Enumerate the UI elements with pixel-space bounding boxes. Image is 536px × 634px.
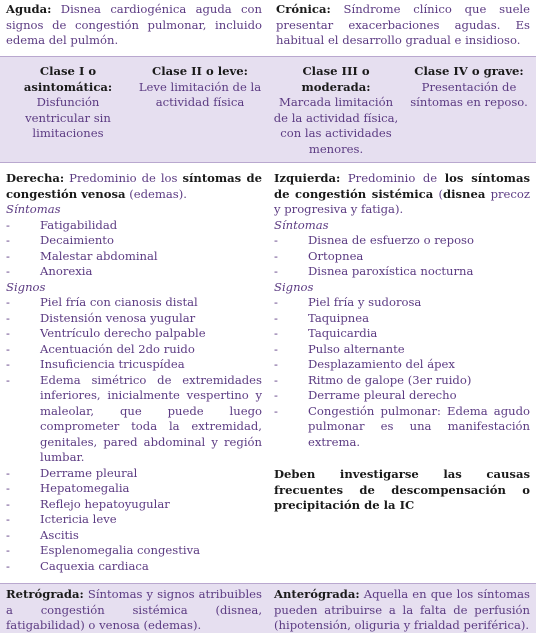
list-item: - Piel fría con cianosis distal <box>6 295 262 311</box>
izquierda-sintomas-label: Síntomas <box>274 217 329 232</box>
derecha-label: Derecha: <box>6 171 65 185</box>
row-retrograda-anterograda <box>0 583 536 633</box>
aguda-cell <box>6 2 262 49</box>
clase-3-title-1: Clase III o <box>302 64 370 78</box>
izquierda-label: Izquierda: <box>274 171 341 185</box>
clase-3-desc-2: de la actividad física, <box>273 110 399 125</box>
clase-1-title-1: Clase I o <box>39 64 97 78</box>
clase-3-desc-4: menores. <box>308 141 364 156</box>
row-derecha-izquierda <box>0 163 536 583</box>
izquierda-intro-bold3: disnea <box>443 186 486 201</box>
list-item: - Piel fría y sudorosa <box>274 295 530 311</box>
izquierda-intro-bold: los síntomas de congestión sistémica <box>274 171 530 201</box>
anterograda-label: Anterógrada: <box>274 587 360 601</box>
derecha-intro <box>6 171 262 202</box>
izquierda-intro-text: Predominio de <box>340 171 445 185</box>
list-item: - Ictericia leve <box>6 512 262 528</box>
list-item: - Disnea de esfuerzo o reposo <box>274 233 530 249</box>
derecha-signos-list <box>6 295 262 574</box>
clase-1-title-2: asintomática: <box>23 79 113 94</box>
list-item: - Caquexia cardiaca <box>6 559 262 575</box>
aguda-label: Aguda: <box>6 2 52 16</box>
list-item: - Distensión venosa yugular <box>6 311 262 327</box>
list-item: - Anorexia <box>6 264 262 280</box>
list-item: - Ventrículo derecho palpable <box>6 326 262 342</box>
clase-3 <box>272 64 400 157</box>
aguda-text: Disnea cardiogénica aguda con signos de congestión pulmonar, incluido edema del pulmón. <box>6 2 262 47</box>
clase-3-desc-1: Marcada limitación <box>278 95 394 109</box>
clase-1-desc-2: ventricular sin <box>25 110 111 125</box>
cronica-label: Crónica: <box>276 2 331 16</box>
list-item: - Decaimiento <box>6 233 262 249</box>
retrograda-cell <box>6 587 262 634</box>
list-item: - Taquicardia <box>274 326 530 342</box>
list-item: - Hepatomegalia <box>6 481 262 497</box>
derecha-sintomas-label: Síntomas <box>6 202 61 216</box>
anterograda-text: Aquella en que los síntomas pueden atribuirse a la falta de perfusión (hipotensión, oliguria y frialdad periférica). <box>274 587 530 632</box>
izquierda-sintomas-list <box>274 233 530 280</box>
list-item: - Congestión pulmonar: Edema agudo pulmonar es una manifestación extrema. <box>274 404 530 451</box>
clase-2-desc-1: Leve limitación de la <box>138 79 262 94</box>
clase-2-title-1: Clase II o leve: <box>152 64 248 78</box>
list-item: - Insuficiencia tricuspídea <box>6 357 262 373</box>
clase-4-desc-1: Presentación de <box>421 79 517 94</box>
row-clases <box>0 56 536 163</box>
derecha-sintomas-list <box>6 218 262 280</box>
clase-4 <box>408 64 530 111</box>
clase-4-desc-2: síntomas en reposo. <box>410 95 528 109</box>
anterograda-cell <box>274 587 530 634</box>
izquierda-note: Deben investigarse las causas frecuentes de descompensación o precipitación de la IC <box>274 467 530 512</box>
list-item: - Esplenomegalia congestiva <box>6 543 262 559</box>
clase-2 <box>136 64 264 111</box>
list-item: - Taquipnea <box>274 311 530 327</box>
list-item: - Fatigabilidad <box>6 218 262 234</box>
list-item: - Derrame pleural <box>6 466 262 482</box>
izquierda-intro <box>274 171 530 218</box>
list-item: - Edema simétrico de extremidades inferiores, inicialmente vespertino y maleolar, que puede luego comprometer toda la extremidad, genitales, pared abdominal y región lumbar. <box>6 373 262 466</box>
list-item: - Acentuación del 2do ruido <box>6 342 262 358</box>
list-item: - Ritmo de galope (3er ruido) <box>274 373 530 389</box>
clase-1 <box>8 64 128 142</box>
clase-1-desc-3: limitaciones <box>32 126 104 140</box>
clase-2-desc-2: actividad física <box>155 95 245 109</box>
list-item: - Derrame pleural derecho <box>274 388 530 404</box>
list-item: - Malestar abdominal <box>6 249 262 265</box>
izquierda-signos-list <box>274 295 530 450</box>
derecha-cell <box>6 171 262 574</box>
row-aguda-cronica <box>0 0 536 56</box>
list-item: - Ortopnea <box>274 249 530 265</box>
cronica-text: Síndrome clínico que suele presentar exacerbaciones agudas. Es habitual el desarrollo gradual e insidioso. <box>276 2 530 47</box>
derecha-intro-text: Predominio de los <box>64 171 183 185</box>
list-item: - Reflejo hepatoyugular <box>6 497 262 513</box>
izquierda-cell <box>274 171 530 514</box>
derecha-intro-end: (edemas). <box>125 186 187 201</box>
clase-4-title-1: Clase IV o grave: <box>414 64 524 78</box>
izquierda-signos-label: Signos <box>274 279 314 294</box>
list-item: - Pulso alternante <box>274 342 530 358</box>
izquierda-intro-mid: ( <box>433 186 443 201</box>
derecha-signos-label: Signos <box>6 279 46 294</box>
izquierda-intro-end: precoz y progresiva y fatiga). <box>274 186 530 216</box>
retrograda-label: Retrógrada: <box>6 587 84 601</box>
retrograda-text: Síntomas y signos atribuibles a congestión sistémica (disnea, fatigabilidad) o venosa (edemas). <box>6 587 262 632</box>
cronica-cell <box>276 2 530 49</box>
list-item: - Desplazamiento del ápex <box>274 357 530 373</box>
derecha-intro-bold: síntomas de congestión venosa <box>6 171 263 201</box>
clase-1-desc-1: Disfunción <box>36 95 100 109</box>
list-item: - Ascitis <box>6 528 262 544</box>
list-item: - Disnea paroxística nocturna <box>274 264 530 280</box>
clase-3-title-2: moderada: <box>301 79 371 94</box>
clase-3-desc-3: con las actividades <box>280 126 392 140</box>
